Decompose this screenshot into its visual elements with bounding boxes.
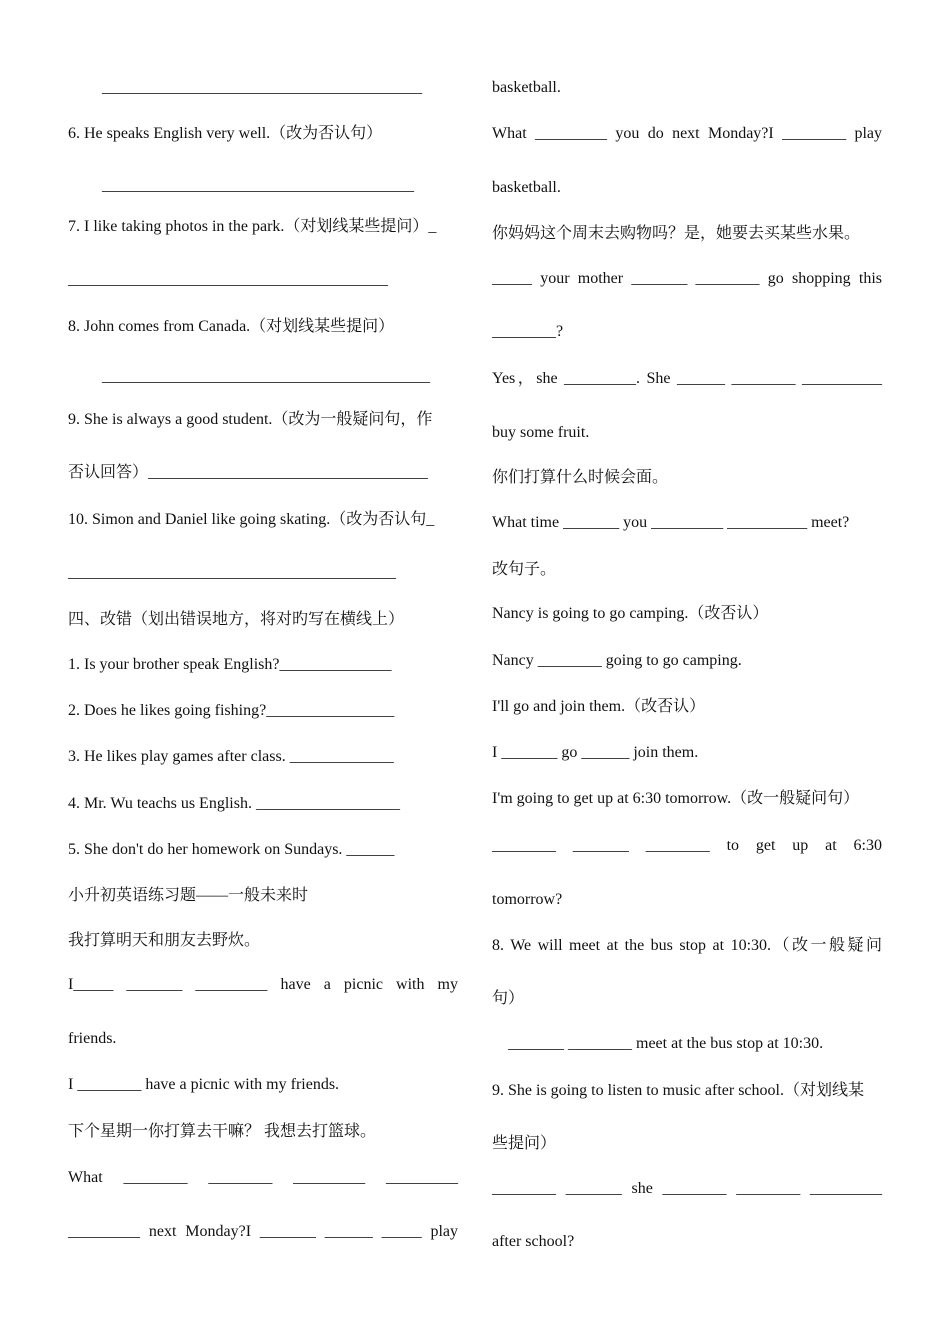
worksheet-line: 10. Simon and Daniel like going skating.（改为否认句_ bbox=[68, 511, 435, 528]
worksheet-line: _________________________________________ bbox=[68, 564, 396, 581]
worksheet-line: Yes，she _________. She ______ ________ __________ bbox=[492, 370, 882, 387]
worksheet-line: 2. Does he likes going fishing?________________ bbox=[68, 702, 395, 719]
worksheet-line: buy some fruit. bbox=[492, 424, 590, 441]
worksheet-line: I ________ have a picnic with my friends. bbox=[68, 1076, 340, 1093]
worksheet-line: ________ _______ she ________ ________ _________ bbox=[492, 1180, 882, 1197]
worksheet-line: Nancy is going to go camping.（改否认） bbox=[492, 605, 769, 622]
worksheet-line: 我打算明天和朋友去野炊。 bbox=[68, 932, 261, 949]
worksheet-line: 7. I like taking photos in the park.（对划线某些提问）_ bbox=[68, 218, 437, 235]
worksheet-line: I_____ _______ _________ have a picnic with my bbox=[68, 976, 458, 993]
worksheet-line: What ________ ________ _________ _________ bbox=[68, 1169, 458, 1186]
worksheet-line: 9. She is always a good student.（改为一般疑问句，作 bbox=[68, 411, 433, 428]
worksheet-line: 9. She is going to listen to music after school.（对划线某 bbox=[492, 1082, 864, 1099]
worksheet-line: I'll go and join them.（改否认） bbox=[492, 698, 706, 715]
worksheet-line: What time _______ you _________ __________ meet? bbox=[492, 514, 850, 531]
worksheet-line: _______________________________________ bbox=[102, 177, 414, 194]
worksheet-line: 1. Is your brother speak English?______________ bbox=[68, 656, 392, 673]
worksheet-line: basketball. bbox=[492, 79, 561, 96]
worksheet-line: ________ _______ ________ to get up at 6:30 bbox=[492, 837, 882, 854]
worksheet-line: tomorrow? bbox=[492, 891, 563, 908]
worksheet-line: _________ next Monday?I _______ ______ _____ play bbox=[68, 1223, 458, 1240]
worksheet-line: 四、改错（划出错误地方，将对旳写在横线上） bbox=[68, 611, 405, 628]
worksheet-line: 你妈妈这个周末去购物吗？是，她要去买某些水果。 bbox=[492, 225, 861, 242]
worksheet-line: _____ your mother _______ ________ go shopping this bbox=[492, 270, 882, 287]
worksheet-line: 小升初英语练习题——一般未来时 bbox=[68, 887, 309, 904]
worksheet-line: _______ ________ meet at the bus stop at 10:30. bbox=[508, 1035, 824, 1052]
worksheet-line: 3. He likes play games after class. _____________ bbox=[68, 748, 394, 765]
worksheet-line: ________________________________________ bbox=[102, 79, 422, 96]
worksheet-line: 6. He speaks English very well.（改为否认句） bbox=[68, 125, 383, 142]
worksheet-line: friends. bbox=[68, 1030, 117, 1047]
worksheet-line: basketball. bbox=[492, 179, 561, 196]
worksheet-line: 8. We will meet at the bus stop at 10:30.（改一般疑问 bbox=[492, 937, 882, 954]
worksheet-line: ________? bbox=[492, 323, 564, 340]
worksheet-line: Nancy ________ going to go camping. bbox=[492, 652, 742, 669]
worksheet-line: What _________ you do next Monday?I ________ play bbox=[492, 125, 882, 142]
worksheet-line: 4. Mr. Wu teachs us English. __________________ bbox=[68, 795, 400, 812]
worksheet-line: 些提问） bbox=[492, 1135, 557, 1152]
worksheet-line: 你们打算什么时候会面。 bbox=[492, 469, 669, 486]
worksheet-line: 5. She don't do her homework on Sundays. ______ bbox=[68, 841, 395, 858]
worksheet-line: 句） bbox=[492, 990, 525, 1007]
worksheet-line: I'm going to get up at 6:30 tomorrow.（改一般疑问句） bbox=[492, 790, 860, 807]
worksheet-line: 否认回答）___________________________________ bbox=[68, 464, 429, 481]
worksheet-line: 下个星期一你打算去干嘛？ 我想去打篮球。 bbox=[68, 1123, 377, 1140]
worksheet-line: _________________________________________ bbox=[102, 368, 430, 385]
worksheet-line: 8. John comes from Canada.（对划线某些提问） bbox=[68, 318, 395, 335]
worksheet-line: after school? bbox=[492, 1233, 575, 1250]
worksheet-line: 改句子。 bbox=[492, 561, 557, 578]
worksheet-line: I _______ go ______ join them. bbox=[492, 744, 699, 761]
worksheet-line: ________________________________________ bbox=[68, 271, 388, 288]
